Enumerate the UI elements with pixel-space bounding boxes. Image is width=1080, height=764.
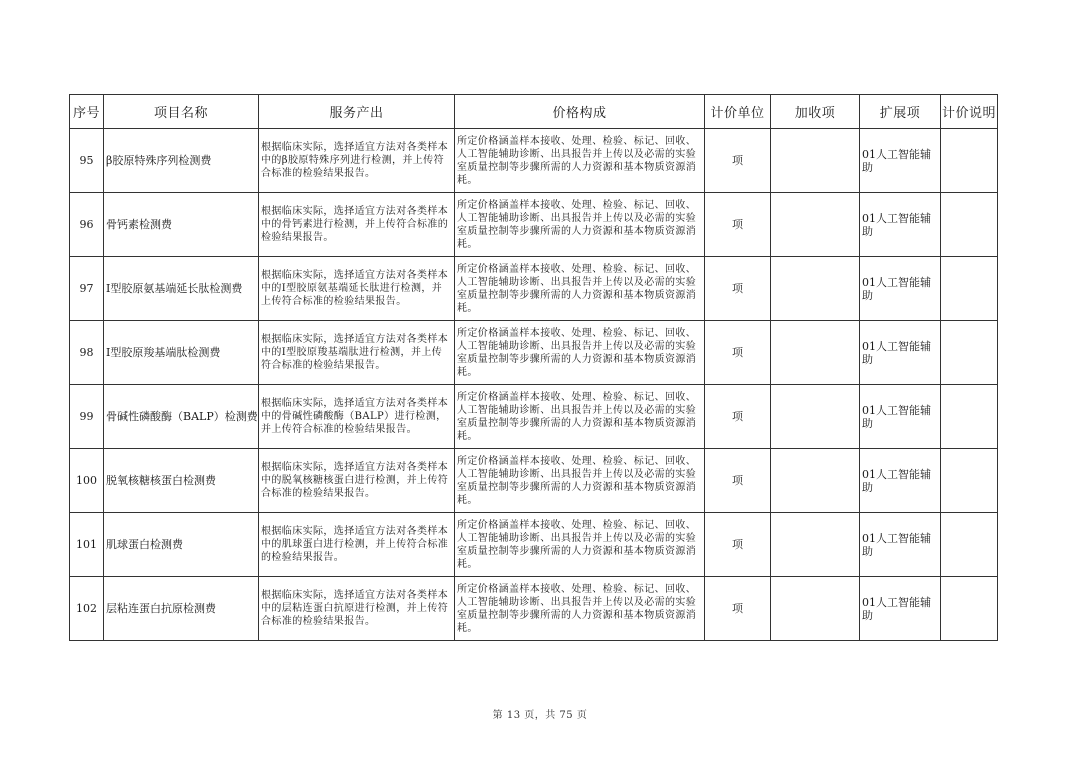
cell-price: 所定价格涵盖样本接收、处理、检验、标记、回收、人工智能辅助诊断、出具报告并上传以及必需的实验室质量控制等步骤所需的人力资源和基本物质资源消耗。 [455,193,705,257]
cell-unit: 项 [705,321,771,385]
cell-name: β胶原特殊序列检测费 [104,129,259,193]
cell-no: 102 [70,577,104,641]
table-row [70,129,998,193]
pricing-table [69,94,998,641]
cell-note [941,577,998,641]
cell-addon [771,193,860,257]
cell-addon [771,513,860,577]
cell-no: 97 [70,257,104,321]
cell-unit: 项 [705,513,771,577]
header-output: 服务产出 [259,95,455,129]
table-row [70,321,998,385]
cell-output: 根据临床实际，选择适宜方法对各类样本中的层粘连蛋白抗原进行检测，并上传符合标准的检验结果报告。 [259,577,455,641]
cell-unit: 项 [705,129,771,193]
cell-no: 99 [70,385,104,449]
cell-unit: 项 [705,449,771,513]
table-row [70,193,998,257]
cell-ext: 01人工智能辅助 [860,321,941,385]
cell-addon [771,257,860,321]
header-ext: 扩展项 [860,95,941,129]
cell-ext: 01人工智能辅助 [860,513,941,577]
cell-name: I型胶原羧基端肽检测费 [104,321,259,385]
cell-ext: 01人工智能辅助 [860,577,941,641]
cell-note [941,193,998,257]
cell-output: 根据临床实际，选择适宜方法对各类样本中的β胶原特殊序列进行检测，并上传符合标准的检验结果报告。 [259,129,455,193]
cell-no: 100 [70,449,104,513]
cell-note [941,321,998,385]
header-unit: 计价单位 [705,95,771,129]
table-row [70,513,998,577]
cell-ext: 01人工智能辅助 [860,449,941,513]
header-price: 价格构成 [455,95,705,129]
table-header [70,95,998,129]
cell-note [941,385,998,449]
cell-price: 所定价格涵盖样本接收、处理、检验、标记、回收、人工智能辅助诊断、出具报告并上传以及必需的实验室质量控制等步骤所需的人力资源和基本物质资源消耗。 [455,513,705,577]
header-note: 计价说明 [941,95,998,129]
table-body [70,129,998,641]
cell-ext: 01人工智能辅助 [860,385,941,449]
cell-output: 根据临床实际，选择适宜方法对各类样本中的肌球蛋白进行检测，并上传符合标准的检验结果报告。 [259,513,455,577]
cell-note [941,257,998,321]
cell-name: 骨钙素检测费 [104,193,259,257]
cell-output: 根据临床实际，选择适宜方法对各类样本中的骨碱性磷酸酶（BALP）进行检测，并上传符合标准的检验结果报告。 [259,385,455,449]
cell-no: 98 [70,321,104,385]
cell-ext: 01人工智能辅助 [860,193,941,257]
page-number: 第 13 页，共 75 页 [492,710,588,721]
table-row [70,257,998,321]
cell-name: 脱氧核糖核蛋白检测费 [104,449,259,513]
cell-no: 101 [70,513,104,577]
cell-addon [771,129,860,193]
cell-price: 所定价格涵盖样本接收、处理、检验、标记、回收、人工智能辅助诊断、出具报告并上传以及必需的实验室质量控制等步骤所需的人力资源和基本物质资源消耗。 [455,385,705,449]
cell-name: I型胶原氨基端延长肽检测费 [104,257,259,321]
cell-addon [771,449,860,513]
header-name: 项目名称 [104,95,259,129]
cell-output: 根据临床实际，选择适宜方法对各类样本中的I型胶原羧基端肽进行检测，并上传符合标准的检验结果报告。 [259,321,455,385]
cell-ext: 01人工智能辅助 [860,129,941,193]
cell-name: 骨碱性磷酸酶（BALP）检测费 [104,385,259,449]
cell-output: 根据临床实际，选择适宜方法对各类样本中的骨钙素进行检测，并上传符合标准的检验结果报告。 [259,193,455,257]
header-no: 序号 [70,95,104,129]
cell-no: 96 [70,193,104,257]
table-row [70,385,998,449]
cell-unit: 项 [705,257,771,321]
cell-name: 肌球蛋白检测费 [104,513,259,577]
table-row [70,577,998,641]
cell-note [941,449,998,513]
cell-price: 所定价格涵盖样本接收、处理、检验、标记、回收、人工智能辅助诊断、出具报告并上传以及必需的实验室质量控制等步骤所需的人力资源和基本物质资源消耗。 [455,321,705,385]
cell-note [941,129,998,193]
cell-name: 层粘连蛋白抗原检测费 [104,577,259,641]
cell-ext: 01人工智能辅助 [860,257,941,321]
cell-price: 所定价格涵盖样本接收、处理、检验、标记、回收、人工智能辅助诊断、出具报告并上传以及必需的实验室质量控制等步骤所需的人力资源和基本物质资源消耗。 [455,129,705,193]
cell-note [941,513,998,577]
cell-unit: 项 [705,193,771,257]
cell-output: 根据临床实际，选择适宜方法对各类样本中的I型胶原氨基端延长肽进行检测，并上传符合标准的检验结果报告。 [259,257,455,321]
cell-unit: 项 [705,385,771,449]
table-row [70,449,998,513]
cell-price: 所定价格涵盖样本接收、处理、检验、标记、回收、人工智能辅助诊断、出具报告并上传以及必需的实验室质量控制等步骤所需的人力资源和基本物质资源消耗。 [455,449,705,513]
header-addon: 加收项 [771,95,860,129]
cell-output: 根据临床实际，选择适宜方法对各类样本中的脱氧核糖核蛋白进行检测，并上传符合标准的检验结果报告。 [259,449,455,513]
cell-price: 所定价格涵盖样本接收、处理、检验、标记、回收、人工智能辅助诊断、出具报告并上传以及必需的实验室质量控制等步骤所需的人力资源和基本物质资源消耗。 [455,257,705,321]
cell-unit: 项 [705,577,771,641]
cell-price: 所定价格涵盖样本接收、处理、检验、标记、回收、人工智能辅助诊断、出具报告并上传以及必需的实验室质量控制等步骤所需的人力资源和基本物质资源消耗。 [455,577,705,641]
cell-no: 95 [70,129,104,193]
cell-addon [771,321,860,385]
cell-addon [771,385,860,449]
cell-addon [771,577,860,641]
